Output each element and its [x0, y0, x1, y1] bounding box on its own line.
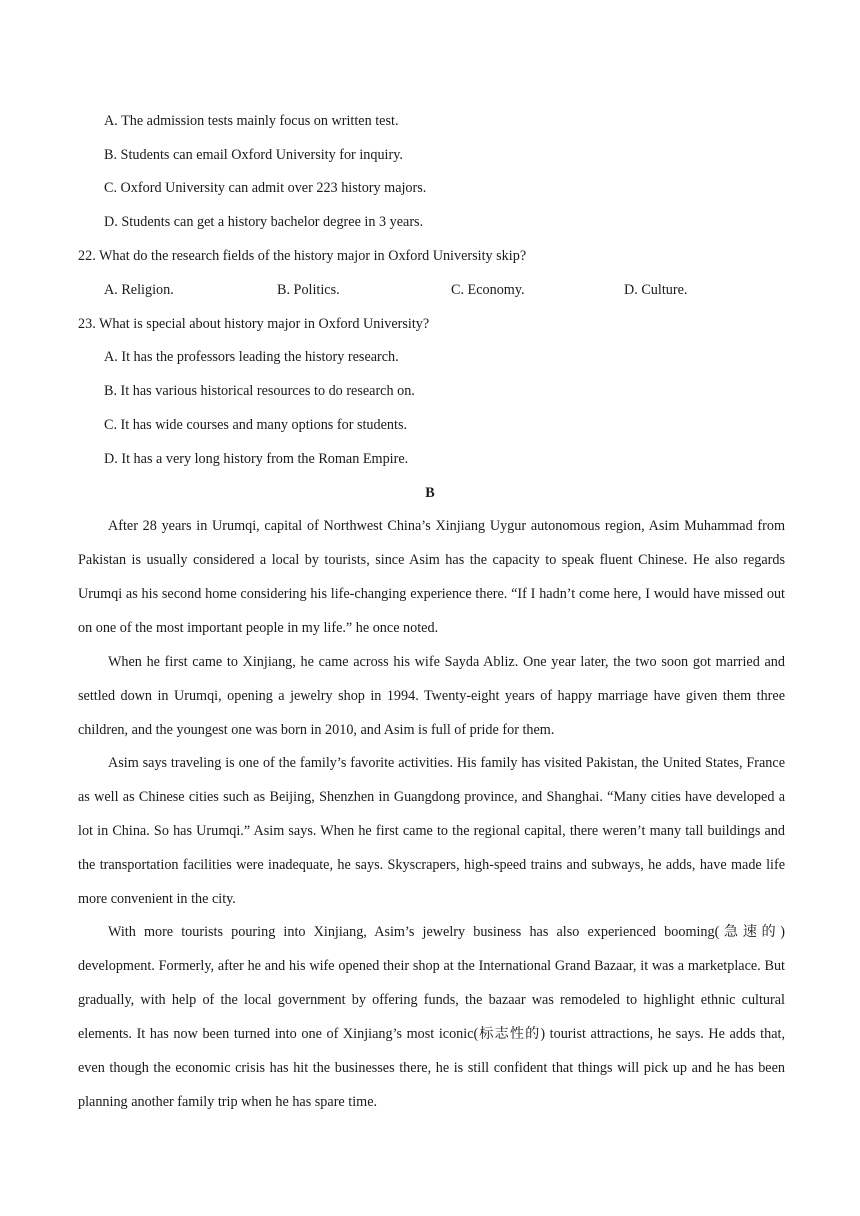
- q23-option-b: B. It has various historical resources to do research on.: [104, 383, 415, 399]
- passage-paragraph-2: When he first came to Xinjiang, he came across his wife Sayda Abliz. One year later, the two soon got married and settled down in Urumqi, opening a jewelry shop in 1994. Twenty-eight years of happy marriage have given them three children, and the youngest one was born in 2010, and Asim is full of pride for them.: [78, 654, 785, 738]
- q22-option-a: A. Religion.: [104, 282, 174, 298]
- q23-stem: 23. What is special about history major in Oxford University?: [78, 316, 430, 332]
- q23-option-c: C. It has wide courses and many options for students.: [104, 417, 408, 433]
- q23-option-a: A. It has the professors leading the history research.: [104, 349, 399, 365]
- passage-paragraph-3: Asim says traveling is one of the family’s favorite activities. His family has visited Pakistan, the United States, France as well as Chinese cities such as Beijing, Shenzhen in Guangdong province, and Shanghai. “Many cities have developed a lot in China. So has Urumqi.” Asim says. When he first came to the regional capital, there weren’t many tall buildings and the transportation facilities were inadequate, he says. Skyscrapers, high-speed trains and subways, he adds, have made life more convenient in the city.: [78, 755, 785, 907]
- q21-option-a: A. The admission tests mainly focus on written test.: [104, 113, 399, 129]
- q22-option-c: C. Economy.: [451, 282, 525, 298]
- q21-option-b: B. Students can email Oxford University for inquiry.: [104, 147, 403, 163]
- q22-option-d: D. Culture.: [624, 282, 688, 298]
- section-b-heading: B: [425, 485, 435, 501]
- q23-option-d: D. It has a very long history from the Roman Empire.: [104, 451, 409, 467]
- passage-paragraph-4: With more tourists pouring into Xinjiang, Asim’s jewelry business has also experienced booming(急速的) development. Formerly, after he and his wife opened their shop at the International Grand Bazaar, it was a marketplace. But gradually, with help of the local government by offering funds, the bazaar was remodeled to highlight ethnic cultural elements. It has now been turned into one of Xinjiang’s most iconic(标志性的) tourist attractions, he says. He adds that, even though the economic crisis has hit the businesses there, he is still confident that things will pick up and he has been planning another family trip when he has spare time.: [78, 924, 785, 1110]
- q22-option-b: B. Politics.: [277, 282, 340, 298]
- passage-paragraph-1: After 28 years in Urumqi, capital of Northwest China’s Xinjiang Uygur autonomous region, Asim Muhammad from Pakistan is usually considered a local by tourists, since Asim has the capacity to speak fluent Chinese. He also regards Urumqi as his second home considering his life-changing experience there. “If I hadn’t come here, I would have missed out on one of the most important people in my life.” he once noted.: [78, 518, 785, 636]
- q21-option-d: D. Students can get a history bachelor degree in 3 years.: [104, 214, 424, 230]
- q21-option-c: C. Oxford University can admit over 223 history majors.: [104, 180, 427, 196]
- q22-stem: 22. What do the research fields of the history major in Oxford University skip?: [78, 248, 527, 264]
